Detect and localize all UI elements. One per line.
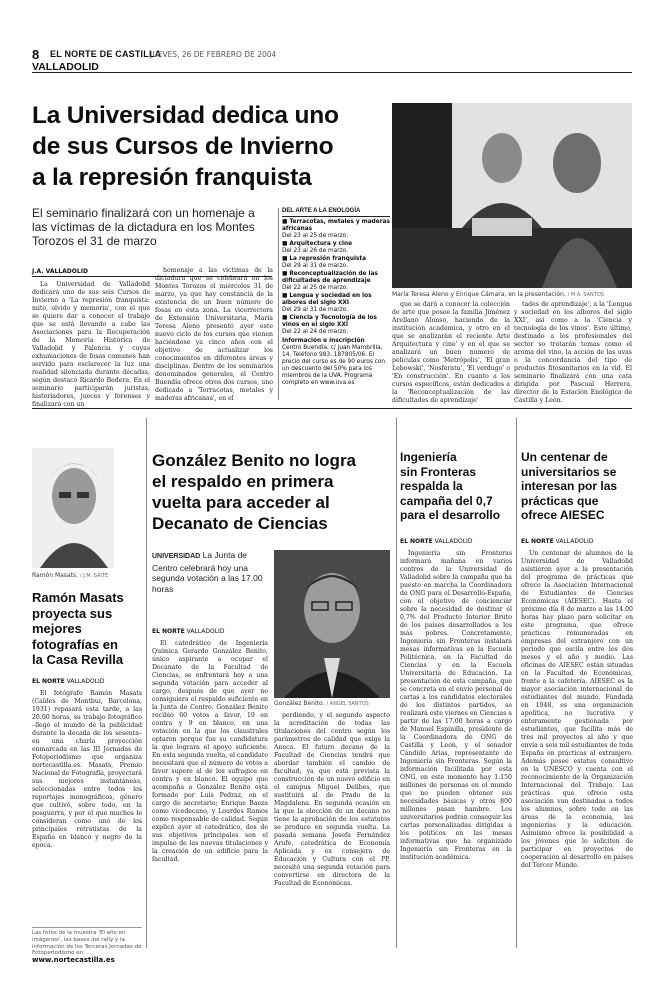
benito-photo xyxy=(274,550,390,698)
main-headline-line: a la represión franquista xyxy=(32,164,312,191)
aiesec-headline-line: universitarios se xyxy=(521,464,617,479)
column-divider xyxy=(396,418,397,948)
course-dates: Del 29 al 31 de marzo. xyxy=(282,307,348,313)
aiesec-headline-line: ofrece AIESEC xyxy=(521,508,605,522)
ingenieria-body xyxy=(400,550,512,945)
main-col4-text: tades de aprendizaje', a la 'Lengua y sociedad en los albores del siglo XXI', así como a la 'Ciencia y tecnología de los vinos'. Este último, destinado a los profesionales del sector so tratarán temas como el aroma del vino, la acción de las uvas o la concordancia del tipo de productos fitosanitarios en la vid. El seminario finalizará con una cata dirigida por Pascual Herrera, director de la Estación Enológica de Castilla y León. xyxy=(514,301,632,404)
ingenieria-byline-paper: EL NORTE xyxy=(400,538,433,545)
courses-box-list xyxy=(282,219,390,336)
benito-caption-credit: ANGEL SANTOS xyxy=(329,701,369,707)
course-dates: Del 22 al 25 de marzo. xyxy=(282,285,348,291)
ingenieria-byline-city: VALLADOLID xyxy=(434,538,473,545)
benito-headline-line: el respaldo en primera xyxy=(152,472,334,491)
caption-credit: M.A. SANTOS xyxy=(570,292,604,298)
aiesec-headline-line: interesan por las xyxy=(521,479,618,493)
course-title: Arquitectura y cine xyxy=(289,241,353,247)
section-divider xyxy=(32,408,632,409)
course-item: ■ Ciencia y Tecnología de los vinos en el siglo XXI Del 22 al 24 de marzo. xyxy=(282,315,377,335)
main-column-1 xyxy=(32,281,150,408)
aiesec-body-text: Un centenar de alumnos de la Universidad de Valladolid asistieron ayer a la presentación del programa de prácticas que ofrece la Asociación Internacional de Estudiantes de Ciencias Económicas (AIESEC). Hasta el próximo día 8 de marzo a las 14.00 horas hay plazo para solicitar en este programa, que ofrece prácticas remuneradas en empresas del extranjero con un período que oscila entre los dos meses y el año y medio. Las oficinas de AIESEC están situadas en la Facultad de Económicas, frente a la cafetería. AIESEC es la mayor asociación internacional de estudiantes del mundo. Fundada en 1948, es una organización apolítica, no lucrativa y enteramente gestionada por estudiantes, que facilita más de tres mil proyectos al año y que envía a seis mil estudiantes de toda España en prácticas al extranjero. Además posee estatus consultivo en la UNESCO y cuenta con el reconocimiento de la Organización Internacional del Trabajo. Las prácticas que ofrece esta asociación van destinadas a todos los alumnos, sobre todo en las áreas de la economía, las ingenierías y la educación. Asimismo ofrece la posibilidad a los jóvenes que lo soliciten de participar en proyectos de cooperación al desarrollo en países del Tercer Mundo. xyxy=(521,550,633,869)
benito-headline-line: vuelta para acceder al xyxy=(152,493,330,512)
masats-photo-image xyxy=(32,448,114,568)
main-column-2 xyxy=(155,267,273,401)
column-divider xyxy=(146,418,147,948)
ingenieria-body-text: Ingeniería sin Fronteras informará mañana en varios centros de la Universidad de Valladolid sobre la campaña que ha puesto en marcha la Coordinadora de ONG para el Desarrollo-España, con el objetivo de concienciar sobre la necesidad de destinar el 0,7% del Producto Interior Bruto de los países desarrollados a los más pobres. Concretamente, Ingeniería sin Fronteras instalará mesas informativas en la Escuela Politécnica, en la Facultad de Ciencias y en la Escuela Universitaria de Educación. La presentación de esta campaña, que se concreta en el envío personal de cartas a los candidatos electorales de los distintos partidos, se realizará este viernes en Ciencias a partir de las 17.00 horas a cargo de Manuel Espinilla, presidente de la Coordinadora de ONG de Castilla y León, y el senador Cándido Arias, representante de Ingeniería sin Fronteras. Según la información facilitada por esta ONG, en este momento hay 1.150 millones de personas en el mundo que no pueden obtener sus necesidades básicas y otros 800 millones pasan hambre. Los universitarios podrán conseguir las cartas personalizadas dirigidas a los políticos en las mesas informativas que ha organizado Ingeniería sin Fronteras en la institución académica. xyxy=(400,550,512,861)
main-headline-line: La Universidad dedica uno xyxy=(32,102,339,129)
masats-headline-line: la Casa Revilla xyxy=(32,652,124,667)
presentation-photo-caption: María Teresa Aleno y Enrique Cámara, en la presentación. / M.A. SANTOS xyxy=(392,291,604,298)
aiesec-headline-line: Un centenar de xyxy=(521,450,608,464)
benito-photo-image xyxy=(274,550,390,698)
masats-headline-line: mejores xyxy=(32,621,82,636)
aiesec-byline-city: VALLADOLID xyxy=(555,538,594,545)
main-headline xyxy=(32,100,382,193)
aiesec-headline xyxy=(521,450,633,523)
main-column-4 xyxy=(514,301,632,404)
courses-box-info xyxy=(282,338,390,387)
masats-byline xyxy=(32,678,104,685)
benito-deck-tag: UNIVERSIDAD xyxy=(152,553,201,560)
course-item: ■ Reconceptualización de las dificultades de aprendizaje Del 22 al 25 de marzo. xyxy=(282,271,378,291)
benito-column-1 xyxy=(152,640,268,945)
ingenieria-headline-line: Ingeniería xyxy=(400,450,457,464)
note-link[interactable]: www.nortecastilla.es xyxy=(32,956,115,965)
ingenieria-byline xyxy=(400,538,472,545)
paper-name: EL NORTE DE CASTILLA xyxy=(50,49,162,59)
course-title: Lengua y sociedad en los albores del siglo XXI xyxy=(282,293,372,306)
benito-deck xyxy=(152,550,268,594)
benito-headline-line: González Benito no logra xyxy=(152,451,357,470)
benito-byline-paper: EL NORTE xyxy=(152,628,185,635)
masats-headline-line: proyecta sus xyxy=(32,605,113,621)
ingenieria-headline-line: sin Fronteras xyxy=(400,464,477,479)
ingenieria-headline-line: para el desarrollo xyxy=(400,508,501,522)
course-dates: Del 29 al 31 de marzo. xyxy=(282,263,348,269)
main-headline-line: de sus Cursos de Invierno xyxy=(32,133,334,160)
course-title: Reconceptualización de las dificultades de aprendizaje xyxy=(282,271,378,284)
course-item: ■ Arquitectura y cine Del 23 al 26 de marzo. xyxy=(282,241,353,254)
benito-headline-line: Decanato de Ciencias xyxy=(152,514,328,533)
presentation-photo-image xyxy=(392,103,632,288)
benito-caption-text: González Benito. xyxy=(274,700,325,707)
course-dates: Del 22 al 24 de marzo. xyxy=(282,329,348,335)
course-title: Ciencia y Tecnología de los vinos en el siglo XXI xyxy=(282,315,377,328)
column-divider xyxy=(516,418,517,948)
main-col1-text: La Universidad de Valladolid dedicará uno de sus seis Cursos de Invierno a 'La represión franquista: mito, olvido y memoria', con el que se quiere dar a conocer el trabajo que se está llevando a cabo las Asociaciones para la Recuperación de la Memoria Histórica de Valladolid y Palencia y cuyas exhumaciones de fosas comunes han servido para esclarecer la luz una realidad silenciada durante décadas, según destacó Ricardo Bedera. En el seminario participarán juristas, historiadores, jueces y forenses y finalizará con un xyxy=(32,281,150,408)
course-dates: Del 23 al 25 de marzo. xyxy=(282,233,348,239)
masats-headline-line: fotografías en xyxy=(32,636,118,652)
course-item: ■ Terracotas, metales y maderas africanas Del 23 al 25 de marzo. xyxy=(282,219,390,239)
masats-body-text: El fotógrafo Ramón Masats (Caldes de Montbui, Barcelona, 1931) repasará esta tarde, a las 20.00 horas, su trabajo fotográfico –llegó el mundo de la publicidad durante la década de los sesenta– en una charla proyección enmarcada en las III Jornadas de Fotoperiodismo que organiza nortecastilla.es. Masats, Premio Nacional de Fotografía, proyectará sus mejores instantáneas, seleccionadas entre todos los reportajes monográficos, género que cultivó, sobre todo, en la posguerra, y por el que muchos le consideran como uno de los principales retratistas de la España en blanco y negro de la época. xyxy=(32,690,142,849)
benito-photo-caption: González Benito. / ANGEL SANTOS xyxy=(274,700,369,707)
presentation-photo xyxy=(392,103,632,288)
masats-photo xyxy=(32,448,114,568)
issue-date: JUEVES, 26 DE FEBRERO DE 2004 xyxy=(150,50,277,59)
main-col2-text: homenaje a las víctimas de la dictadura que se celebrará en los Montes Torozos el miércoles 31 de marzo, ya que hay constancia de la existencia de un buen número de fosas en esta zona. La vicerrectora de Extensión Universitaria, María Teresa Aleno presentó ayer este nuevo ciclo de los cursos que vienen haciéndose ya cinco años con el objetivo de actualizar los conocimientos en diferentes áreas y disciplinas. Dentro de los seminarios denominados generales, el Centro Buendía ofrece otros dos cursos, uno dedicado a 'Terracotas, metales y maderas africanas', en el xyxy=(155,267,273,402)
masats-photo-caption: Ramón Masats. / J.M. SAITE xyxy=(32,572,109,579)
aiesec-headline-line: prácticas que xyxy=(521,493,599,508)
info-title: Información e inscripción xyxy=(282,338,365,344)
course-title: La represión franquista xyxy=(289,256,367,262)
benito-col2-text: perdiendo, y el segundo aspecto la acreditación de todas las titulaciones del centro según los parámetros de calidad que exige la Aneca. El futuro decano de la Facultad de Ciencias tendrá que abordar también el cambio de facultad, ya que está prevista la construcción de un nuevo edificio en el campus Miguel Delibes, que sustituirá al de Prado de la Magdalena. En segunda ocasión en la que la elección de un decano no tiene la aprobación de los estatutos se produce en segunda vuelta. La pasada semana Josefa Fernández Arufe, catedrática de Economía Aplicada y ex consejera de Educación y Cultura con el PP, necesitó una segunda votación para convertirse en directora de la Facultad de Económicas. xyxy=(274,712,390,887)
page-number: 8 xyxy=(32,47,40,62)
main-byline: J.A. VALLADOLID xyxy=(32,268,88,275)
masats-caption-text: Ramón Masats. xyxy=(32,572,78,579)
benito-byline-city: VALLADOLID xyxy=(186,628,225,635)
masats-byline-city: VALLADOLID xyxy=(66,678,105,685)
course-item: ■ La represión franquista Del 29 al 31 de marzo. xyxy=(282,256,367,269)
section-title: VALLADOLID xyxy=(32,61,99,73)
masats-note-text: Las fotos de la muestra 'El año en imágenes', las bases del rally y la información de los Terceras Jornadas de Fotoperiodismo en: xyxy=(32,930,142,957)
benito-column-2 xyxy=(274,712,390,945)
page-header xyxy=(32,44,632,73)
masats-body xyxy=(32,690,142,922)
benito-byline xyxy=(152,628,224,635)
ingenieria-headline-line: campaña del 0,7 xyxy=(400,493,493,508)
benito-deck-text: La Junta de Centro celebrará hoy una segunda votación a las 17.00 horas xyxy=(152,550,263,594)
course-dates: Del 23 al 26 de marzo. xyxy=(282,248,348,254)
aiesec-byline-paper: EL NORTE xyxy=(521,538,554,545)
course-title: Terracotas, metales y maderas africanas xyxy=(282,219,390,232)
course-item: ■ Lengua y sociedad en los albores del siglo XXI Del 29 al 31 de marzo. xyxy=(282,293,372,313)
masats-caption-credit: J.M. SAITE xyxy=(83,573,109,579)
ingenieria-headline-line: respalda la xyxy=(400,479,463,493)
caption-text: María Teresa Aleno y Enrique Cámara, en la presentación. xyxy=(392,291,566,298)
info-text: Centro Buendía, c/ Juan Mambrilla, 14. Teléfono 983. 187805/06. El precio del curso es de 90 euros con un descuento del 50% para los miembros de la UVA. Programa completo en www.uva.es xyxy=(282,345,386,386)
main-col3-text: que se dará a conocer la colección de arte que posee la familia Jiménez Arellano Alonso, haciendo de la institución académica, y otro en el que se analizarán el reciente Arte Arquitectura y cine' y en el que se analizará un buen número de películas como 'Metrópolis', 'El gran Lebowski', 'Nosferatu', 'El verdugo' o 'En construcción'. En cuanto a los cursos específicos, están dedicados a la 'Reconceptualización de las dificultades de aprendizaje' xyxy=(392,301,510,404)
benito-col1-text: El catedrático de Ingeniería Química Gerardo González Benito, único aspirante a ocupar el Decanato de la Facultad de Ciencias, se enfrentará hoy a una segunda votación para acceder al cargo, después de que ayer no consiguiera el respaldo suficiente en la Junta de Centro. González Benito recibió 60 votos a favor, 19 en contra y 9 en blanco, en una votación en la que los claustrales optaron porque fue su candidatura la que lograra el apoyo suficiente. En esta segunda vuelta, el candidato necesitará que el número de votos a favor supere al de los sufragios en contra y en blanco. El equipo que acompaña a González Benito está formado por Luis Pedraz, en el cargo de secretario; Enrique Baeza como vicedecano, y Lourdes Ramos como responsable de calidad. Según explicó ayer el catedrático, dos de sus objetivos principales son el impulso de las nuevas titulaciones y la creación de un edificio para la facultad. xyxy=(152,640,268,863)
courses-box-title: DEL ARTE A LA ENOLOGÍA xyxy=(282,208,390,217)
benito-headline xyxy=(152,450,392,534)
masats-headline-line: Ramón Masats xyxy=(32,590,124,605)
courses-box xyxy=(278,208,390,400)
main-subhead: El seminario finalizará con un homenaje a las víctimas de la dictadura en los Montes Torozos el 31 de marzo xyxy=(32,206,255,248)
main-column-3 xyxy=(392,301,510,404)
ingenieria-headline xyxy=(400,450,510,523)
aiesec-body xyxy=(521,550,633,945)
masats-note xyxy=(32,927,142,965)
aiesec-byline xyxy=(521,538,593,545)
masats-headline xyxy=(32,590,142,668)
masats-byline-paper: EL NORTE xyxy=(32,678,65,685)
